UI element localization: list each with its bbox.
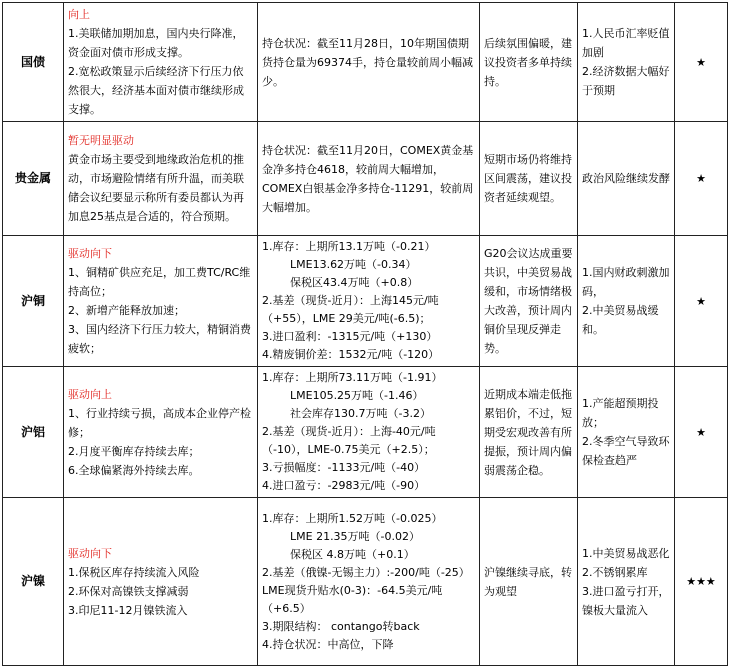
risk-line: 1.产能超预期投放；: [582, 397, 659, 429]
table-row: [3, 122, 728, 236]
rating-stars: ★: [675, 122, 728, 236]
commodity-name: 沪铜: [3, 236, 64, 367]
commodity-name: 国债: [3, 3, 64, 122]
risk-line: 1.人民币汇率贬值加剧: [582, 27, 670, 59]
commodity-name: 沪镍: [3, 498, 64, 666]
driver-line: 6.全球偏紧海外持续去库。: [68, 463, 200, 477]
inventory-line: 社会库存130.7万吨（-3.2）: [290, 407, 431, 420]
drivers-cell: [64, 3, 258, 122]
rating-stars: ★★★: [675, 498, 728, 666]
driver-line: 黄金市场主要受到地缘政治危机的推动，市场避险情绪有所升温，而美联储会议纪要显示称所有委员都认为再加息25基点是合适的，符合预期。: [68, 153, 244, 223]
commodity-table: [2, 2, 728, 666]
direction-label: 驱动向上: [68, 387, 112, 401]
inventory-line: 3.期限结构： contango转back: [262, 619, 420, 633]
driver-line: 3、国内经济下行压力较大，精铜消费疲软；: [68, 323, 251, 355]
inventory-line: 4.精废铜价差：1532元/吨（-120）: [262, 348, 440, 361]
inventory-line: 2.基差（现货-近月）：上海-40元/吨（-10），LME-0.75美元（+2.5）；: [262, 425, 436, 456]
inventory-line: LME现货升贴水(0-3)：-64.5美元/吨（+6.5）: [262, 583, 443, 615]
commodity-name: 贵金属: [3, 122, 64, 236]
inventory-line: 保税区43.4万吨（+0.8）: [290, 276, 419, 289]
risk-line: 2.不锈钢累库: [582, 565, 648, 579]
risk-line: 3.进口盈亏打开，镍板大量流入: [582, 584, 670, 617]
outlook-text: 短期市场仍将维持区间震荡，建议投资者延续观望。: [484, 153, 572, 204]
inventory-line: 1.库存：上期所1.52万吨（-0.025）: [262, 511, 443, 525]
outlook-text: 沪镍继续寻底，转为观望: [484, 565, 572, 598]
outlook-text: 后续氛围偏暖，建议投资者多单持续持。: [484, 36, 572, 88]
outlook-cell: [480, 498, 578, 666]
driver-line: 2.月度平衡库存持续去库；: [68, 444, 200, 458]
inventory-line: 2.基差（俄镍-无锡主力）:-200/吨（-25）: [262, 565, 470, 579]
risk-cell: [578, 498, 675, 666]
direction-label: 驱动向下: [68, 546, 112, 560]
inventory-line: 1.库存：上期所13.1万吨（-0.21）: [262, 240, 436, 253]
driver-line: 1.美联储加期加息，国内央行降准，资金面对债市形成支撑。: [68, 27, 244, 59]
driver-line: 2、新增产能释放加速；: [68, 304, 185, 317]
table-row: [3, 3, 728, 122]
outlook-text: 近期成本端走低拖累铝价，不过，短期受宏观改善有所提振，预计周内偏弱震荡企稳。: [484, 387, 572, 477]
driver-line: 3.印尼11-12月镍铁流入: [68, 603, 188, 617]
direction-label: 驱动向下: [68, 247, 112, 260]
drivers-cell: [64, 122, 258, 236]
inventory-line: 持仓状况：截至11月20日，COMEX黄金基金净多持仓4618，较前周大幅增加，COMEX白银基金净多持仓-11291，较前周大幅增加。: [262, 143, 474, 214]
risk-cell: [578, 122, 675, 236]
risk-cell: [578, 236, 675, 367]
commodity-name: 沪铝: [3, 367, 64, 498]
rating-stars: ★: [675, 367, 728, 498]
inventory-line: 1.库存：上期所73.11万吨（-1.91）: [262, 371, 443, 384]
driver-line: 1、行业持续亏损，高成本企业停产检修；: [68, 406, 251, 439]
risk-line: 政治风险继续发酵: [582, 172, 670, 185]
driver-line: 1、铜精矿供应充足，加工费TC/RC维持高位；: [68, 266, 251, 298]
inventory-line: LME13.62万吨（-0.34）: [290, 258, 417, 271]
driver-line: 2.环保对高镍铁支撑减弱: [68, 584, 189, 598]
risk-line: 2.冬季空气导致环保检查趋严: [582, 435, 670, 467]
inventory-cell: [258, 3, 480, 122]
inventory-line: 保税区 4.8万吨（+0.1）: [290, 547, 415, 561]
inventory-line: LME105.25万吨（-1.46）: [290, 389, 424, 402]
inventory-line: LME 21.35万吨（-0.02）: [290, 529, 421, 543]
risk-line: 1.中美贸易战恶化: [582, 546, 670, 560]
table-row: [3, 367, 728, 498]
inventory-cell: [258, 122, 480, 236]
driver-line: 1.保税区库存持续流入风险: [68, 565, 200, 579]
inventory-cell: [258, 498, 480, 666]
risk-line: 2.经济数据大幅好于预期: [582, 65, 670, 97]
outlook-text: G20会议达成重要共识，中美贸易战缓和，市场情绪极大改善，预计周内铜价呈现反弹走势。: [484, 247, 573, 355]
inventory-cell: [258, 236, 480, 367]
outlook-cell: [480, 236, 578, 367]
outlook-cell: [480, 367, 578, 498]
risk-line: 1.国内财政刺激加码，: [582, 266, 670, 298]
inventory-line: 4.持仓状况：中高位，下降: [262, 637, 394, 651]
inventory-line: 3.进口盈利：-1315元/吨（+130）: [262, 330, 438, 343]
inventory-line: 持仓状况：截至11月28日，10年期国债期货持仓量为69374手，持仓量较前周小幅减少。: [262, 36, 473, 88]
outlook-cell: [480, 3, 578, 122]
risk-cell: [578, 367, 675, 498]
table-row: [3, 236, 728, 367]
direction-label: 暂无明显驱动: [68, 134, 134, 147]
inventory-line: 4.进口盈亏：-2983元/吨（-90）: [262, 479, 426, 492]
drivers-cell: [64, 236, 258, 367]
inventory-line: 2.基差（现货-近月）：上海145元/吨（+55），LME 29美元/吨(-6.5)；: [262, 294, 439, 325]
drivers-cell: [64, 367, 258, 498]
rating-stars: ★: [675, 3, 728, 122]
inventory-cell: [258, 367, 480, 498]
outlook-cell: [480, 122, 578, 236]
risk-line: 2.中美贸易战缓和。: [582, 304, 659, 336]
drivers-cell: [64, 498, 258, 666]
inventory-line: 3.亏损幅度：-1133元/吨（-40）: [262, 461, 426, 474]
rating-stars: ★: [675, 236, 728, 367]
table-row: [3, 498, 728, 666]
direction-label: 向上: [68, 8, 90, 21]
risk-cell: [578, 3, 675, 122]
driver-line: 2.宽松政策显示后续经济下行压力依然很大，经济基本面对债市继续形成支撑。: [68, 65, 244, 116]
